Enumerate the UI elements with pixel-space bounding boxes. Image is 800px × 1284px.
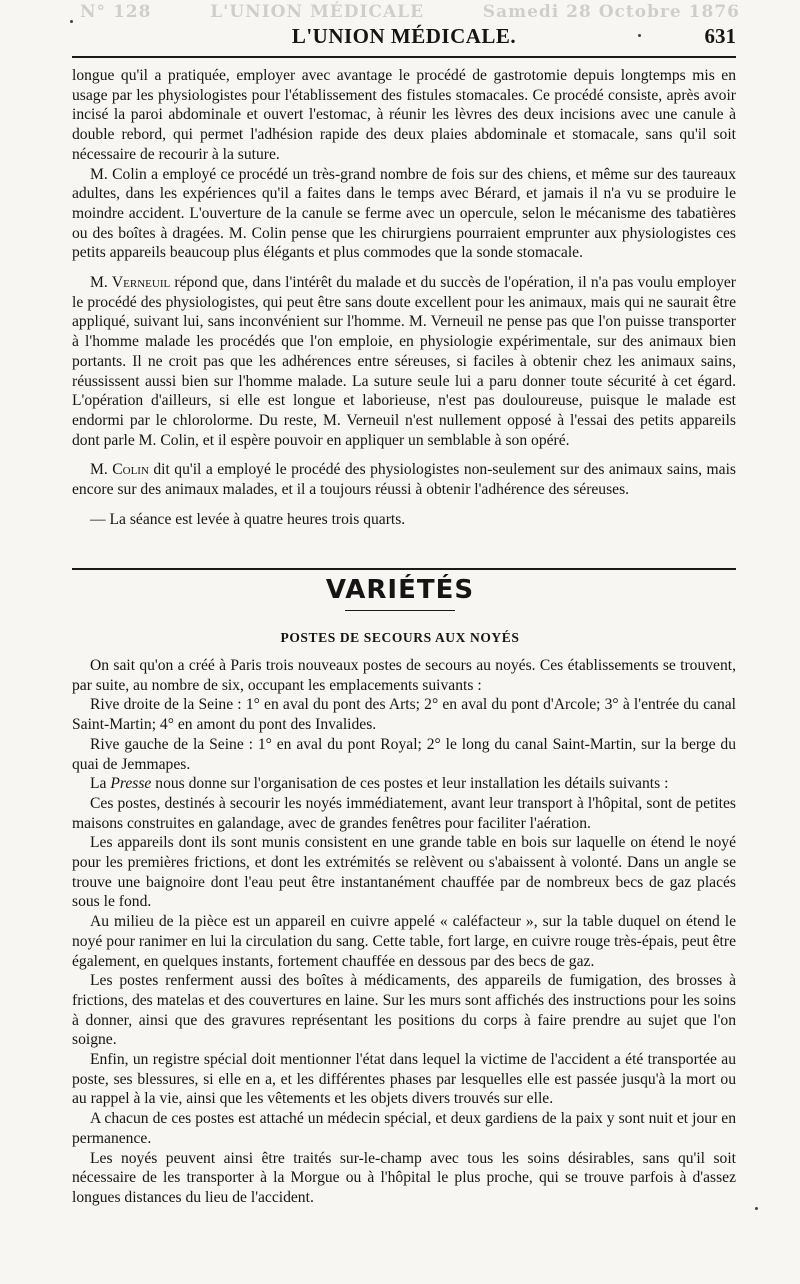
paragraph-verneuil-reply xyxy=(72,273,736,450)
presse-text-before: La xyxy=(90,775,107,793)
article-subtitle: POSTES DE SECOURS AUX NOYÉS xyxy=(280,630,520,645)
paragraph-registre: Enfin, un registre spécial doit mentionner l'état dans lequel la victime de l'accident a été transportée au poste, ses blessures, si elle en a, et les différentes phases par lesquelles elle est passée jusqu'à la mort ou au rappel à la vie, ainsi que les vêtements et les objets divers trouvés sur elle. xyxy=(72,1051,736,1108)
speaker-name-verneuil: Verneuil xyxy=(111,274,171,292)
section-title: VARIÉTÉS xyxy=(325,575,475,605)
print-speck xyxy=(638,34,641,37)
speaker-prefix: M. xyxy=(90,461,108,479)
paragraph-gap xyxy=(72,263,736,273)
print-speck xyxy=(755,1207,758,1210)
paragraph-gap xyxy=(72,500,736,510)
section-title-underline xyxy=(345,610,455,611)
colin-reply-text: dit qu'il a employé le procédé des physiologistes non-seulement sur des animaux sains, mais encore sur des animaux malades, et il a toujours réussi à obtenir l'adhérence des séreuses. xyxy=(72,461,736,499)
session-closing-line: — La séance est levée à quatre heures trois quarts. xyxy=(90,510,406,528)
paragraph-medicaments: Les postes renferment aussi des boîtes à médicaments, des appareils de fumigation, des brosses à frictions, des matelas et des couvertures en laine. Sur les murs sont affichés des instructions pour les soins à donner, ainsi que des gravures représentant les positions du corps à faire prendre au sujet que l'on soigne. xyxy=(72,972,736,1049)
bleed-journal-title: L'UNION MÉDICALE xyxy=(210,2,425,22)
speaker-prefix: M. xyxy=(90,274,108,292)
section-rule xyxy=(72,568,736,570)
paragraph-calefacteur: Au milieu de la pièce est un appareil en cuivre appelé « caléfacteur », sur la table duquel on étend le noyé pour ranimer en lui la circulation du sang. Cette table, fort large, en cuivre rouge très-épais, peut être également, en quelques instants, fortement chauffée en dessous par des becs de gaz. xyxy=(72,913,736,970)
presse-text-after: nous donne sur l'organisation de ces postes et leur installation les détails suivants : xyxy=(155,775,669,793)
paragraph-conclusion: Les noyés peuvent ainsi être traités sur-le-champ avec tous les soins désirables, sans qu'il soit nécessaire de les transporter à la Morgue ou à l'hôpital le plus proche, qui se trouve parfois à d'assez longues distances du lieu de l'accident. xyxy=(72,1149,736,1206)
paragraph-gastrotomie: longue qu'il a pratiquée, employer avec avantage le procédé de gastrotomie depuis longtemps mis en usage par les physiologistes pour l'établissement des fistules stomacales. Ce procédé consiste, après avoir incisé la paroi abdominale et ouvert l'estomac, à réunir les lèvres des deux incisions avec une canule à double rebord, qui permet l'adhésion rapide des deux plaies abdominale et stomacale, sans qu'il soit nécessaire de recourir à la suture. xyxy=(72,67,736,163)
print-speck xyxy=(70,20,73,23)
paragraph-colin-reply xyxy=(72,460,736,499)
speaker-name-colin: Colin xyxy=(112,461,149,479)
paragraph-rive-gauche: Rive gauche de la Seine : 1° en aval du pont Royal; 2° le long du canal Saint-Martin, sur la berge du quai de Jemmapes. xyxy=(72,735,736,773)
paragraph-gap xyxy=(72,450,736,460)
bleed-date: Samedi 28 Octobre 1876 xyxy=(482,2,740,22)
session-report xyxy=(72,66,736,529)
verneuil-reply-text: répond que, dans l'intérêt du malade et du succès de l'opération, il n'a pas voulu employer le procédé des physiologistes, qui peut être sans doute excellent pour les animaux, mais qui ne saurait être appliqué, suivant lui, sans inconvénient sur l'homme. M. Verneuil ne pense pas que l'on puisse transporter à l'homme malade les procédés que l'on emploie, en physiologie expérimentale, sur des animaux bien portants. Il ne croit pas que les adhérences entre séreuses, si faciles à obtenir chez les animaux sains, réussissent aussi bien sur l'homme malade. La suture seule lui a paru donner toute sécurité à cet égard. L'opération d'ailleurs, si elle est longue et laborieuse, n'est pas douloureuse, puisque le malade est endormi par le chlorolorme. Du reste, M. Verneuil n'est nullement opposé à l'essai des petits appareils dont parle M. Colin, et il espère pouvoir en appliquer un semblable à son opéré. xyxy=(72,274,736,449)
paragraph-intro: On sait qu'on a créé à Paris trois nouveaux postes de secours au noyés. Ces établissements se trouvent, par suite, au nombre de six, occupant les emplacements suivants : xyxy=(72,657,736,694)
varietes-article xyxy=(72,656,736,1208)
bleed-issue-number: N° 128 xyxy=(80,2,152,22)
paragraph-rive-droite: Rive droite de la Seine : 1° en aval du pont des Arts; 2° en aval du pont d'Arcole; 3° à l'entrée du canal Saint-Martin; 4° en amont du pont des Invalides. xyxy=(72,696,736,734)
paragraph-appareils: Les appareils dont ils sont munis consistent en une grande table en bois sur laquelle on étend le noyé pour les premières frictions, et dont les extrémités se relèvent ou s'abaissent à volonté. Dans un angle se trouve une baignoire dont l'eau peut être instantanément chauffée par de nombreux becs de gaz placés sous le fond. xyxy=(72,834,736,911)
paragraph-colin-procedure: M. Colin a employé ce procédé un très-grand nombre de fois sur des chiens, et même sur des taureaux adultes, dans les expériences qu'il a faites dans le temps avec Bérard, et jamais il n'a vu se produire le moindre accident. L'ouverture de la canule se ferme avec un opercule, selon le mécanisme des tabatières ou des boîtes à dragées. M. Colin pense que les chirurgiens pourraient emprunter aux physiologistes ces petits appareils beaucoup plus élégants et plus commodes que la sonde stomacale. xyxy=(72,165,736,262)
page-number: 631 xyxy=(704,24,736,48)
paragraph-medecin: A chacun de ces postes est attaché un médecin spécial, et deux gardiens de la paix y sont nuit et jour en permanence. xyxy=(72,1110,736,1147)
paragraph-postes: Ces postes, destinés à secourir les noyés immédiatement, avant leur transport à l'hôpital, sont de petites maisons construites en galandage, avec de grandes fenêtres pour faciliter l'aération. xyxy=(72,794,736,832)
journal-title: L'UNION MÉDICALE. xyxy=(291,24,517,48)
header-rule xyxy=(72,56,736,58)
paragraph-presse xyxy=(72,774,736,794)
newspaper-name: Presse xyxy=(110,775,152,793)
page-header xyxy=(72,24,736,54)
